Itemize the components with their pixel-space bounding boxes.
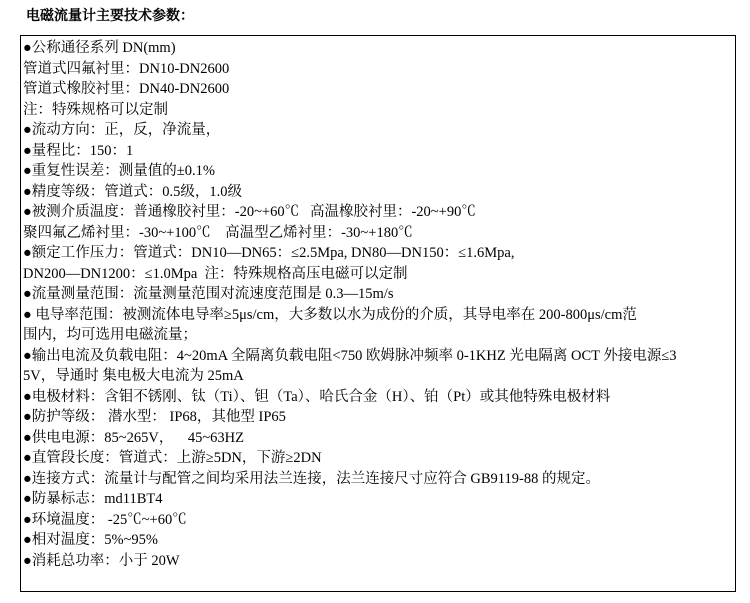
spec-line: ●量程比：150：1 — [23, 142, 134, 159]
spec-line: 聚四氟乙烯衬里：-30~+100℃ 高温型乙烯衬里：-30~+180℃ — [23, 224, 413, 241]
spec-line: ●相对温度：5%~95% — [23, 532, 159, 548]
spec-line: DN200—DN1200：≤1.0Mpa 注：特殊规格高压电磁可以定制 — [23, 265, 408, 282]
spec-line: ● 电导率范围：被测流体电导率≥5μs/cm，大多数以水为成份的介质，其导电率在 200-800μs/cm范 — [23, 306, 637, 323]
spec-table-box — [20, 35, 736, 592]
spec-line: ●重复性误差：测量值的±0.1% — [23, 163, 215, 179]
spec-line: ●精度等级：管道式：0.5级，1.0级 — [23, 183, 243, 200]
spec-line: ●供电电源：85~265V， 45~63HZ — [23, 429, 244, 446]
document-title: 电磁流量计主要技术参数： — [26, 9, 194, 24]
spec-line: ●额定工作压力：管道式：DN10—DN65：≤2.5Mpa, DN80—DN150：≤1.6Mpa, — [23, 245, 515, 261]
spec-line: ●防暴标志：md11BT4 — [23, 491, 163, 507]
spec-line: 管道式四氟衬里：DN10-DN2600 — [23, 60, 230, 77]
spec-line: 围内，均可选用电磁流量； — [23, 327, 197, 343]
spec-line: ●电极材料：含钼不锈刚、钛（Ti）、钽（Ta）、哈氏合金（H）、铂（Pt）或其他特殊电极材料 — [23, 388, 611, 405]
spec-line: 注：特殊规格可以定制 — [23, 101, 168, 118]
spec-line: ●连接方式：流量计与配管之间均采用法兰连接，法兰连接尺寸应符合 GB9119-88 的规定。 — [23, 470, 600, 487]
spec-line: ●输出电流及负载电阻：4~20mA 全隔离负载电阻<750 欧姆脉冲频率 0-1KHZ 光电隔离 OCT 外接电源≤3 — [23, 347, 677, 364]
spec-line: ●公称通径系列 DN(mm) — [23, 40, 176, 56]
spec-line: ●消耗总功率：小于 20W — [23, 552, 180, 569]
spec-line: ●流量测量范围：流量测量范围对流速度范围是 0.3—15m/s — [23, 286, 394, 302]
spec-line: ●流动方向：正，反，净流量， — [23, 122, 221, 138]
spec-line: ●被测介质温度：普通橡胶衬里：-20~+60℃ 高温橡胶衬里：-20~+90℃ — [23, 204, 476, 220]
spec-line: ●环境温度： -25℃~+60℃ — [23, 511, 187, 528]
spec-line: ●直管段长度：管道式：上游≥5DN，下游≥2DN — [23, 450, 322, 466]
spec-line: 管道式橡胶衬里：DN40-DN2600 — [23, 81, 230, 97]
spec-line: 5V，导通时 集电极大电流为 25mA — [23, 368, 244, 384]
spec-line: ●防护等级： 潜水型： IP68，其他型 IP65 — [23, 409, 286, 425]
